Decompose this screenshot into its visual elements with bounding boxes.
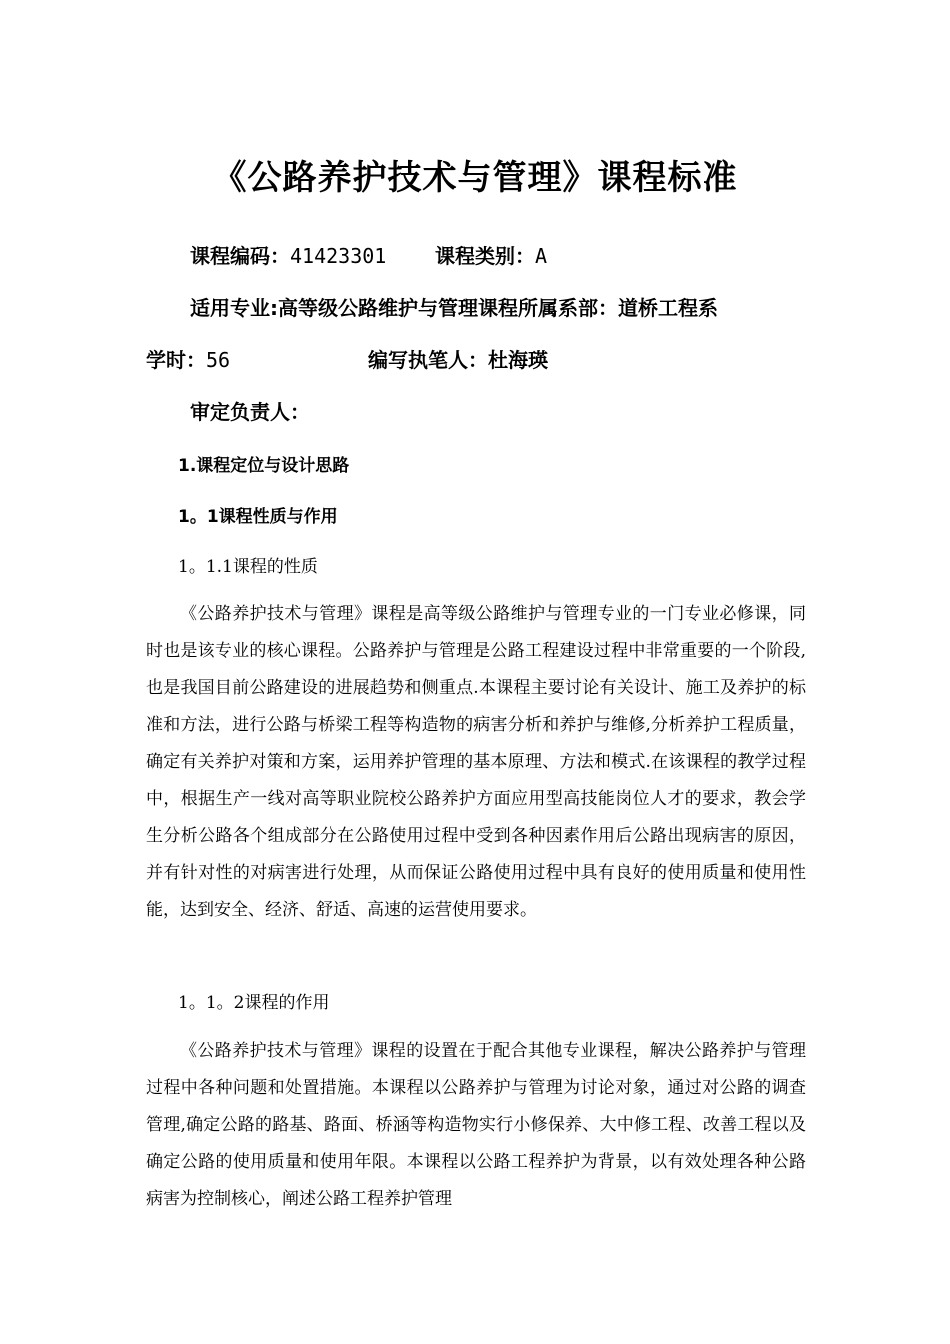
hours-value: 56 [206,348,231,372]
paragraph-course-nature: 《公路养护技术与管理》课程是高等级公路维护与管理专业的一门专业必修课，同时也是该专业的核心课程。公路养护与管理是公路工程建设过程中非常重要的一个阶段,也是我国目前公路建设的进展趋势和侧重点.本课程主要讨论有关设计、施工及养护的标准和方法，进行公路与桥梁工程等构造物的病害分析和养护与维修,分析养护工程质量，确定有关养护对策和方案，运用养护管理的基本原理、方法和模式.在该课程的教学过程中，根据生产一线对高等职业院校公路养护方面应用型高技能岗位人才的要求，教会学生分析公路各个组成部分在公路使用过程中受到各种因素作用后公路出现病害的原因，并有针对性的对病害进行处理，从而保证公路使用过程中具有良好的使用质量和使用性能，达到安全、经济、舒适、高速的运营使用要求。 [146,604,806,920]
hours-label: 学时： [146,348,206,372]
course-type-label: 课程类别： [435,244,535,268]
course-type-value: A [535,244,548,268]
course-code-value: 41423301 [290,244,387,268]
subsection-heading: 1。1课程性质与作用 [178,507,338,527]
course-code-line [190,240,386,269]
course-code-label: 课程编码： [190,244,290,268]
subsubsection-heading-role: 1。1。2课程的作用 [178,993,330,1013]
course-type-line [435,240,547,269]
reviewer-line: 审定负责人： [190,400,310,424]
author-line: 编写执笔人：杜海瑛 [368,348,548,372]
applicable-major-line: 适用专业:高等级公路维护与管理课程所属系部：道桥工程系 [190,296,718,320]
document-title: 《公路养护技术与管理》课程标准 [212,158,738,198]
paragraph-course-role: 《公路养护技术与管理》课程的设置在于配合其他专业课程，解决公路养护与管理过程中各种问题和处置措施。本课程以公路养护与管理为讨论对象，通过对公路的调查管理,确定公路的路基、路面、桥涵等构造物实行小修保养、大中修工程、改善工程以及确定公路的使用质量和使用年限。本课程以公路工程养护为背景，以有效处理各种公路病害为控制核心，阐述公路工程养护管理 [146,1041,806,1209]
subsubsection-heading-nature: 1。1.1课程的性质 [178,557,318,577]
section-heading: 1.课程定位与设计思路 [178,456,350,476]
hours-line [146,344,230,373]
